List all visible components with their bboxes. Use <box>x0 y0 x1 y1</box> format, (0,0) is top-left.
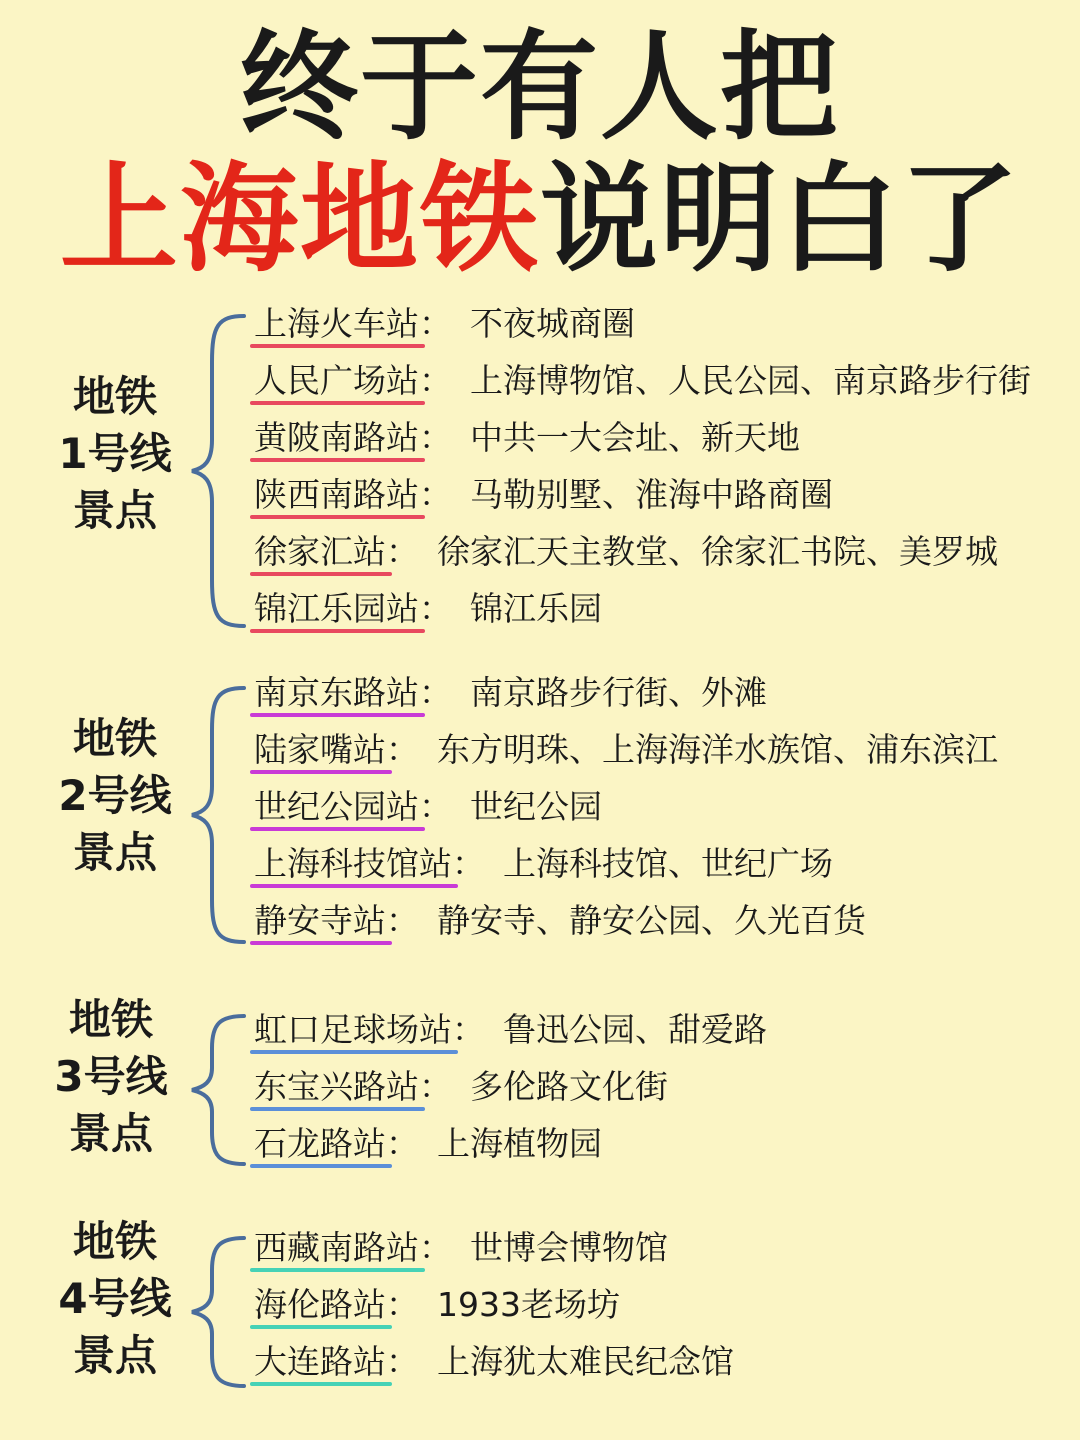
colon: ： <box>419 787 452 826</box>
list-item <box>254 669 767 717</box>
line-label-4 <box>40 1213 190 1384</box>
station-name: 徐家汇站 <box>254 528 386 576</box>
brace-3 <box>188 1012 250 1168</box>
colon: ： <box>419 1228 452 1267</box>
title-line-2 <box>0 150 1080 288</box>
station-name: 海伦路站 <box>254 1281 386 1329</box>
line-label-1-metro: 地铁 <box>72 372 157 421</box>
colon: ： <box>386 1285 419 1324</box>
station-attractions: 1933老场坊 <box>437 1285 620 1324</box>
colon: ： <box>452 1010 485 1049</box>
line-label-3-spots: 景点 <box>68 1109 153 1158</box>
station-name: 世纪公园站 <box>254 783 419 831</box>
list-item <box>254 726 998 774</box>
line-label-3-metro: 地铁 <box>68 995 153 1044</box>
station-attractions: 静安寺、静安公园、久光百货 <box>437 901 866 940</box>
station-name: 东宝兴路站 <box>254 1063 419 1111</box>
line-label-1-line: 1号线 <box>58 429 172 478</box>
list-item <box>254 471 833 519</box>
colon: ： <box>419 1067 452 1106</box>
line-label-2-metro: 地铁 <box>72 714 157 763</box>
station-attractions: 上海科技馆、世纪广场 <box>503 844 833 883</box>
station-name: 上海科技馆站 <box>254 840 452 888</box>
station-attractions: 徐家汇天主教堂、徐家汇书院、美罗城 <box>437 532 998 571</box>
station-name: 南京东路站 <box>254 669 419 717</box>
station-attractions: 世纪公园 <box>470 787 602 826</box>
brace-2 <box>188 684 250 946</box>
station-name: 人民广场站 <box>254 357 419 405</box>
station-name: 陆家嘴站 <box>254 726 386 774</box>
list-item <box>254 840 833 888</box>
title-highlight: 上海地铁 <box>59 150 540 288</box>
station-attractions: 中共一大会址、新天地 <box>470 418 800 457</box>
line-label-4-metro: 地铁 <box>72 1217 157 1266</box>
station-attractions: 上海犹太难民纪念馆 <box>437 1342 734 1381</box>
brace-1 <box>188 312 250 630</box>
list-item <box>254 414 800 462</box>
station-name: 锦江乐园站 <box>254 585 419 633</box>
station-name: 虹口足球场站 <box>254 1006 452 1054</box>
station-name: 上海火车站 <box>254 300 419 348</box>
station-attractions: 东方明珠、上海海洋水族馆、浦东滨江 <box>437 730 998 769</box>
list-item <box>254 1120 602 1168</box>
colon: ： <box>452 844 485 883</box>
line-label-2-spots: 景点 <box>72 828 157 877</box>
list-item <box>254 528 998 576</box>
colon: ： <box>386 1124 419 1163</box>
list-item <box>254 1006 767 1054</box>
line-label-3-line: 3号线 <box>54 1052 168 1101</box>
station-name: 静安寺站 <box>254 897 386 945</box>
line-label-4-line: 4号线 <box>58 1274 172 1323</box>
list-item <box>254 783 602 831</box>
colon: ： <box>419 475 452 514</box>
colon: ： <box>419 418 452 457</box>
station-name: 黄陂南路站 <box>254 414 419 462</box>
title-text-1: 终于有人把 <box>239 18 840 156</box>
colon: ： <box>419 361 452 400</box>
line-label-2 <box>40 710 190 881</box>
line-label-3 <box>36 991 186 1162</box>
brace-4 <box>188 1234 250 1390</box>
list-item <box>254 897 866 945</box>
station-attractions: 上海植物园 <box>437 1124 602 1163</box>
station-name: 西藏南路站 <box>254 1224 419 1272</box>
station-attractions: 锦江乐园 <box>470 589 602 628</box>
station-attractions: 世博会博物馆 <box>470 1228 668 1267</box>
list-item <box>254 585 602 633</box>
station-name: 石龙路站 <box>254 1120 386 1168</box>
station-name: 陕西南路站 <box>254 471 419 519</box>
title-text-2: 说明白了 <box>540 150 1021 288</box>
station-attractions: 南京路步行街、外滩 <box>470 673 767 712</box>
colon: ： <box>386 532 419 571</box>
colon: ： <box>386 730 419 769</box>
station-name: 大连路站 <box>254 1338 386 1386</box>
station-attractions: 不夜城商圈 <box>470 304 635 343</box>
list-item <box>254 1063 668 1111</box>
line-label-1-spots: 景点 <box>72 486 157 535</box>
station-attractions: 上海博物馆、人民公园、南京路步行街 <box>470 361 1031 400</box>
line-label-1 <box>40 368 190 539</box>
list-item <box>254 1281 620 1329</box>
colon: ： <box>386 1342 419 1381</box>
station-attractions: 马勒别墅、淮海中路商圈 <box>470 475 833 514</box>
colon: ： <box>386 901 419 940</box>
list-item <box>254 357 1031 405</box>
station-attractions: 多伦路文化街 <box>470 1067 668 1106</box>
colon: ： <box>419 673 452 712</box>
list-item <box>254 1338 734 1386</box>
station-attractions: 鲁迅公园、甜爱路 <box>503 1010 767 1049</box>
title-line-1 <box>0 18 1080 156</box>
line-label-4-spots: 景点 <box>72 1331 157 1380</box>
colon: ： <box>419 304 452 343</box>
list-item <box>254 1224 668 1272</box>
colon: ： <box>419 589 452 628</box>
line-label-2-line: 2号线 <box>58 771 172 820</box>
list-item <box>254 300 635 348</box>
